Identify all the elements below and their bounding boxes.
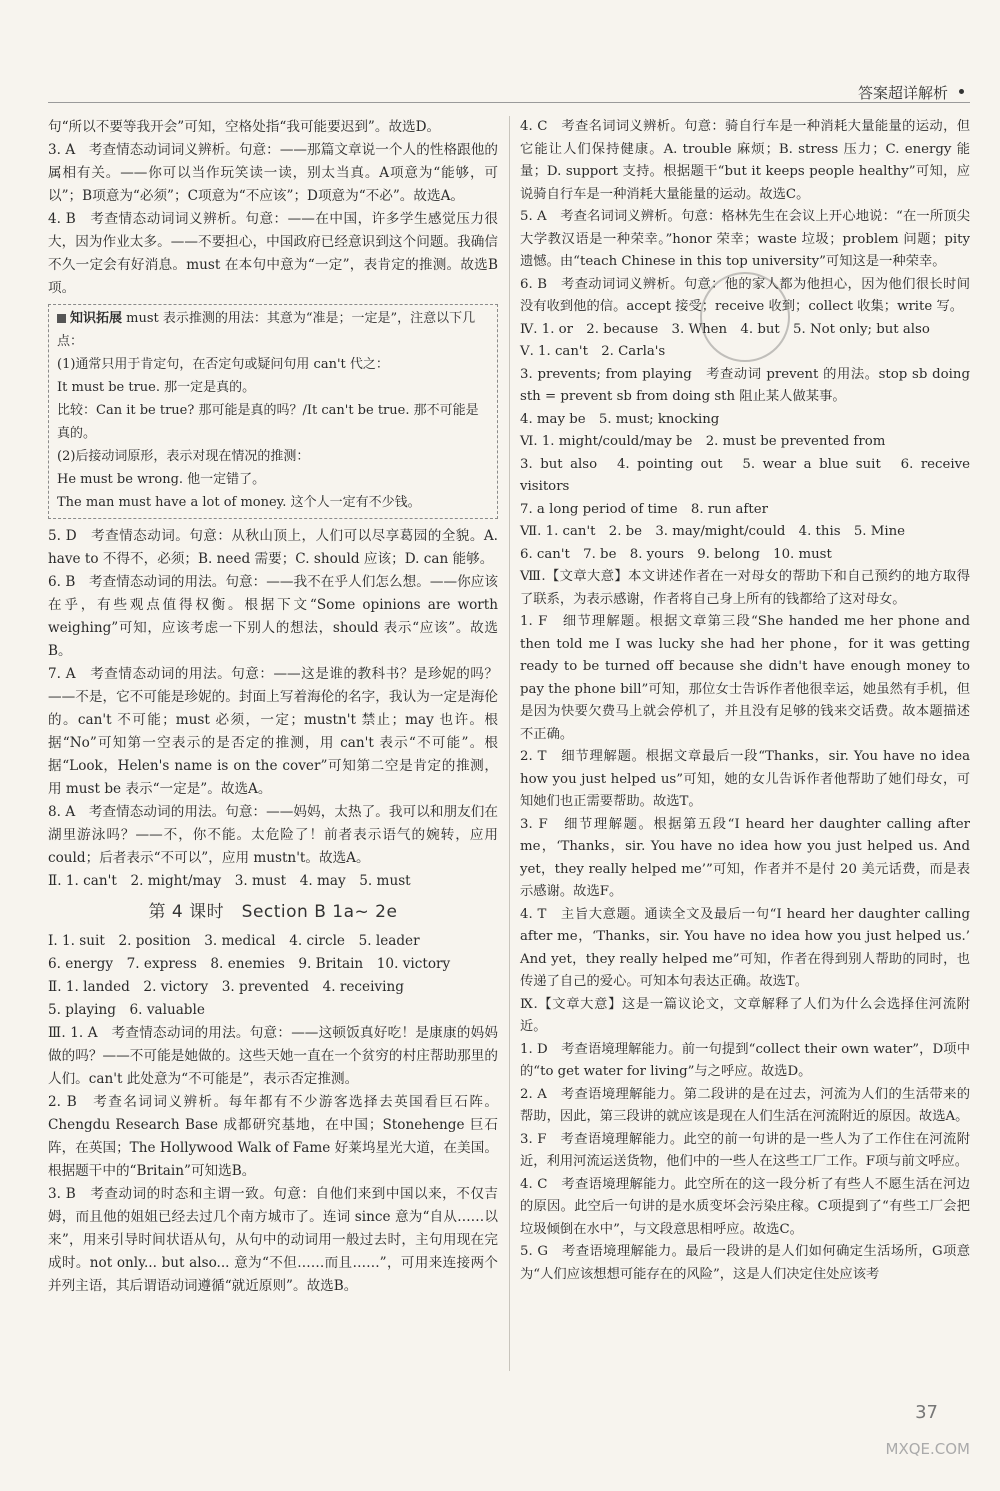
answer-line: Ⅵ. 1. might/could/may be 2. must be prevented from xyxy=(520,434,886,449)
section-heading: 第 4 课时 Section B 1a~ 2e xyxy=(148,902,398,922)
knowledge-box xyxy=(48,304,498,519)
header-title: 答案超详解析 xyxy=(857,84,948,102)
answer-paragraph: 4. C 考查语境理解能力。此空所在的这一段分析了有些人不愿生活在河边的原因。此空后一句讲的是水质变坏会污染庄稼。C项提到了“有些工厂会把垃圾倾倒在水中”，与文段意思相呼应。故选C。 xyxy=(520,1176,970,1237)
answer-line: 7. a long period of time 8. run after xyxy=(520,501,768,517)
answer-paragraph: 1. F 细节理解题。根据文章第三段“She handed me her phone and then told me I was lucky she had her phone，for it was getting ready to be turned off because she didn't have enough money to pay the phone bill”可知，那位女士告诉作者他很幸运，她虽然有手机，但是因为快要欠费马上就会停机了，并且没有足够的钱来交话费。故本题描述不正确。 xyxy=(520,614,970,742)
answer-paragraph: 8. A 考查情态动词的用法。句意：——妈妈，太热了。我可以和朋友们在湖里游泳吗？——不，你不能。太危险了！前者表示语气的婉转，应用 could；后者表示“不可以”，应用 mustn't。故选A。 xyxy=(48,804,498,866)
answer-line: Ⅶ. 1. can't 2. be 3. may/might/could 4. this 5. Mine xyxy=(520,524,906,539)
answer-paragraph: 4. B 考查情态动词词义辨析。句意：——在中国，许多学生感觉压力很大，因为作业太多。——不要担心，中国政府已经意识到这个问题。我确信不久一定会有好消息。must 在本句中意为“一定”，表肯定的推测。故选B项。 xyxy=(48,211,498,296)
knowledge-line: (1)通常只用于肯定句，在否定句或疑问句用 can't 代之： xyxy=(57,357,389,372)
answer-paragraph: 3. A 考查情态动词词义辨析。句意：——那篇文章说一个人的性格跟他的属相有关。——你可以当作玩笑读一读，别太当真。A项意为“能够，可以”；B项意为“必须”；C项意为“不应该”；D项意为“不必”。故选A。 xyxy=(48,142,498,204)
answer-paragraph: 1. D 考查语境理解能力。前一句提到“collect their own water”，D项中的“to get water for living”与之呼应。故选D。 xyxy=(520,1041,970,1079)
knowledge-line: He must be wrong. 他一定错了。 xyxy=(57,472,266,487)
answer-paragraph: 6. B 考查动词词义辨析。句意：他的家人都为他担心，因为他们很长时间没有收到他的信。accept 接受；receive 收到；collect 收集；write 写。 xyxy=(520,276,970,314)
answer-paragraph: 4. C 考查名词词义辨析。句意：骑自行车是一种消耗大量能量的运动，但它能让人们保持健康。A. trouble 麻烦；B. stress 压力；C. energy 能量；D. support 支持。根据题干“but it keeps people healthy”可知，应说骑自行车是一种消耗大量能量的运动。故选C。 xyxy=(520,119,970,202)
answer-paragraph: 5. D 考查情态动词。句意：从秋山顶上，人们可以尽享葛园的全貌。A. have to 不得不，必须；B. need 需要；C. should 应该；D. can 能够。 xyxy=(48,528,498,567)
answer-paragraph: 3. F 细节理解题。根据第五段“I heard her daughter calling after me，‘Thanks，sir. You have no idea how you just helped us. And yet，they really helped me’”可知，作者并不是付 20 美元话费，而是表示感谢。故选F。 xyxy=(520,816,970,899)
answer-paragraph: Ⅱ. 1. can't 2. might/may 3. must 4. may 5. must xyxy=(48,873,411,889)
answer-paragraph: 5. A 考查名词词义辨析。句意：格林先生在会议上开心地说：“在一所顶尖大学教汉语是一种荣幸。”honor 荣幸；waste 垃圾；problem 问题；pity 遗憾。由“teach Chinese in this top university”可知这是一种荣幸。 xyxy=(520,209,970,269)
answer-paragraph: 2. A 考查语境理解能力。第二段讲的是在过去，河流为人们的生活带来的帮助，因此，第三段讲的就应该是现在人们生活在河流附近的原因。故选A。 xyxy=(520,1086,970,1124)
knowledge-line: 比较：Can it be true? 那可能是真的吗？/It can't be true. 那不可能是真的。 xyxy=(57,403,479,441)
left-column xyxy=(48,116,498,1298)
knowledge-icon xyxy=(57,314,66,323)
answer-paragraph: 句“所以不要等我开会”可知，空格处指“我可能要迟到”。故选D。 xyxy=(48,119,441,135)
answer-paragraph: 3. B 考查动词的时态和主谓一致。句意：自他们来到中国以来，不仅吉姆，而且他的姐姐已经去过几个南方城市了。连词 since 意为“自从……以来”，用来引导时间状语从句，从句中的动词用一般过去时，主句用现在完成时。not only... but also... 意为“不但……而且……”，可用来连接两个并列主语，其后谓语动词遵循“就近原则”。故选B。 xyxy=(48,1186,498,1294)
knowledge-line: It must be true. 那一定是真的。 xyxy=(57,380,256,395)
column-divider xyxy=(509,116,510,1371)
knowledge-box-title: 知识拓展 xyxy=(70,311,123,326)
answer-line: Ⅴ. 1. can't 2. Carla's xyxy=(520,344,666,359)
answer-line: 5. playing 6. valuable xyxy=(48,1002,205,1018)
answer-paragraph: 7. A 考查情态动词的用法。句意：——这是谁的教科书？是珍妮的吗？——不是，它不可能是珍妮的。封面上写着海伦的名字，我认为一定是海伦的。can't 不可能；must 必须，一定；mustn't 禁止；may 也许。根据“No”可知第一空表示的是否定的推测，用 can't 表示“不可能”。根据“Look，Helen's name is on the cover”可知第二空是肯定的推测，用 must be 表示“一定是”。故选A。 xyxy=(48,666,498,797)
knowledge-line: must 表示推测的用法：其意为“准是；一定是”，注意以下几点： xyxy=(57,311,476,349)
answer-paragraph: 4. T 主旨大意题。通读全文及最后一句“I heard her daughter calling after me，‘Thanks，sir. You have no idea how you just helped us.’ And yet，they really helped me”可知，作者在得到别人帮助的同时，也传递了自己的爱心。可知本句表达正确。故选T。 xyxy=(520,906,970,989)
answer-line: 6. can't 7. be 8. yours 9. belong 10. must xyxy=(520,546,832,562)
answer-paragraph: Ⅷ.【文章大意】本文讲述作者在一对母女的帮助下和自己预约的地方取得了联系，为表示感谢，作者将自己身上所有的钱都给了这对母女。 xyxy=(520,569,970,607)
answer-line: Ⅱ. 1. landed 2. victory 3. prevented 4. receiving xyxy=(48,979,404,995)
answer-paragraph: 6. B 考查情态动词的用法。句意：——我不在乎人们怎么想。——你应该在乎，有些观点值得权衡。根据下文“Some opinions are worth weighing”可知，应该考虑一下别人的想法，should 表示“应该”。故选B。 xyxy=(48,574,498,659)
answer-paragraph: 2. T 细节理解题。根据文章最后一段“Thanks，sir. You have no idea how you just helped us”可知，她的女儿告诉作者他帮助了她们母女，可知她们也正需要帮助。故选T。 xyxy=(520,749,970,809)
knowledge-line: The man must have a lot of money. 这个人一定有不少钱。 xyxy=(57,495,421,510)
answer-paragraph: Ⅲ. 1. A 考查情态动词的用法。句意：——这顿饭真好吃！是康康的妈妈做的吗？——不可能是她做的。这些天她一直在一个贫穷的村庄帮助那里的人们。can't 此处意为“不可能是”，表示否定推测。 xyxy=(48,1025,498,1087)
answer-paragraph: Ⅸ.【文章大意】这是一篇议论文，文章解释了人们为什么会选择住河流附近。 xyxy=(520,996,970,1034)
page-header xyxy=(48,78,970,103)
seal-stamp-icon xyxy=(700,272,790,362)
page-number: 37 xyxy=(915,1402,938,1423)
answer-line: 4. may be 5. must; knocking xyxy=(520,411,720,427)
answer-line: 3. but also 4. pointing out 5. wear a blue suit 6. receive visitors xyxy=(520,456,970,494)
knowledge-line: (2)后接动词原形，表示对现在情况的推测： xyxy=(57,449,310,464)
answer-line: Ⅳ. 1. or 2. because 3. When 4. but 5. Not only; but also xyxy=(520,321,930,337)
watermark: MXQE.COM xyxy=(885,1440,970,1458)
answer-line: 6. energy 7. express 8. enemies 9. Britain 10. victory xyxy=(48,956,451,972)
answer-line: Ⅰ. 1. suit 2. position 3. medical 4. circle 5. leader xyxy=(48,933,420,949)
header-dot-icon xyxy=(959,89,964,94)
answer-paragraph: 3. F 考查语境理解能力。此空的前一句讲的是一些人为了工作住在河流附近，利用河流运送货物，他们中的一些人在这些工厂工作。F项与前文呼应。 xyxy=(520,1131,970,1169)
answer-paragraph: 3. prevents; from playing 考查动词 prevent 的用法。stop sb doing sth = prevent sb from doing sth 阻止某人做某事。 xyxy=(520,366,970,404)
answer-paragraph: 2. B 考查名词词义辨析。每年都有不少游客选择去英国看巨石阵。Chengdu Research Base 成都研究基地，在中国；Stonehenge 巨石阵，在英国；The Hollywood Walk of Fame 好莱坞星光大道，在美国。根据题干中的“Britain”可知选B。 xyxy=(48,1094,498,1179)
answer-paragraph: 5. G 考查语境理解能力。最后一段讲的是人们如何确定生活场所，G项意为“人们应该想想可能存在的风险”，这是人们决定住处应该考 xyxy=(520,1244,970,1282)
